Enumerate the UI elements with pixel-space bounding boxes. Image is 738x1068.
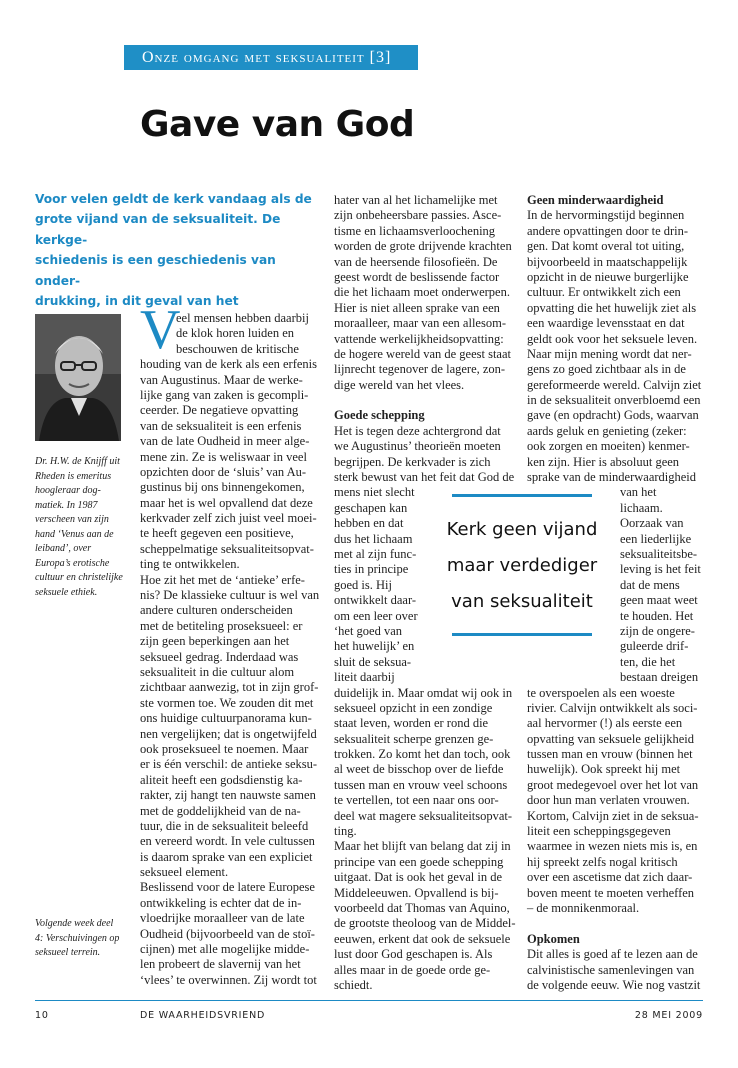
body-line: geschapen kan [334, 500, 408, 515]
body-line: bestaan dreigen [620, 670, 699, 685]
body-line: aliteit heeft een godsdienstig ka- [140, 772, 303, 787]
body-line: zijn de ongere- [620, 623, 695, 638]
body-line: geest wordt de beslissende factor [334, 269, 500, 284]
body-line: tussen man en vrouw veel schoons [334, 777, 508, 792]
body-line: cijnen) met alle mogelijke midde- [140, 942, 310, 957]
section-heading: Opkomen [527, 931, 580, 946]
spacer [527, 916, 709, 931]
body-line: seksualiteitsbe- [620, 546, 698, 561]
body-line: te houden. Het [620, 608, 694, 623]
body-line: voorbeeld dat Thomas van Aquino, [334, 900, 510, 915]
body-line: ken zijn. Hier is absoluut geen [527, 454, 680, 469]
pull-quote [424, 494, 620, 636]
body-line: tuur, die in de seksualiteit beleefd [140, 818, 309, 833]
body-line: worden de grote drijvende krachten [334, 239, 512, 254]
body-line: cultuur. Er ontwikkelt zich een [527, 285, 681, 300]
pull-quote-rule [452, 633, 592, 636]
body-line: liteit een scheppingsgegeven [527, 824, 671, 839]
body-line: tussen man en vrouw (binnen het [527, 747, 693, 762]
body-line: ceerder. De negatieve opvatting [140, 403, 299, 418]
body-line: geen maat weet [620, 593, 698, 608]
body-line: we Augustinus’ theorieën moeten [334, 439, 501, 454]
body-line: al weet de bisschop over de liefde [334, 762, 504, 777]
body-line: zichtbaar aanwezig, tot in zijn grof- [140, 680, 319, 695]
body-line: seksualiteit in die cultuur alom [140, 664, 295, 679]
caption-line: 4: Verschuivingen op [35, 932, 120, 944]
body-line: beschouwen de kritische [176, 341, 299, 356]
body-line: de volgende eeuw. Wie nog vastzit [527, 977, 701, 992]
pull-quote-rule [452, 494, 592, 497]
body-line: moraalleer, maar van een allesom- [334, 316, 506, 331]
caption-line: Volgende week deel [35, 918, 114, 929]
body-line: eel mensen hebben daarbij [176, 311, 309, 325]
body-line: Naar mijn mening wordt dat ner- [527, 346, 692, 361]
caption-line: verscheen van zijn [35, 514, 109, 525]
body-line: lichaam. [620, 500, 663, 515]
body-line: waarmee in wezen niets mis is, en [527, 839, 698, 854]
body-line: Hoe zit het met de ‘antieke’ erfe- [140, 572, 305, 587]
body-line: Oorzaak van [620, 516, 684, 531]
body-line: groot medegevoel over het lot van [527, 777, 699, 792]
body-line: rakter, zij hangt ten nauwste samen [140, 788, 316, 803]
body-line: Het is tegen deze achtergrond dat [334, 423, 501, 438]
body-line: sluit de seksua- [334, 654, 412, 669]
body-line: van de seksualiteit is een erfenis [140, 418, 302, 433]
body-line: opvatting van seksuele gelijkheid [527, 731, 694, 746]
caption-line: seksueel terrein. [35, 947, 101, 958]
body-line: ‘vlees’ te overwinnen. Zij wordt tot [140, 972, 317, 987]
body-line: Maar het blijft van belang dat zij in [334, 839, 511, 854]
caption-line: Rheden is emeritus [35, 470, 112, 482]
body-line: nen vergelijken; dat is ongetwijfeld [140, 726, 317, 741]
body-line: gave (en opdracht) Gods, waarvan [527, 408, 699, 423]
caption-line: seksuele ethiek. [35, 586, 98, 598]
body-line: liteit daarbij [334, 670, 395, 685]
body-line: geldt ook voor het seksuele leven. [527, 331, 698, 346]
body-line: boven meent te moeten verheffen [527, 885, 695, 900]
body-line: gens zo goed zichtbaar als in de [527, 362, 686, 377]
body-line: er is één verschil: de antieke seksu- [140, 757, 318, 772]
body-line: andere opvattingen door te drin- [527, 223, 689, 238]
body-line: dat de mens [620, 577, 680, 592]
next-week-caption [35, 917, 125, 961]
body-line: mens niet slecht [334, 485, 415, 500]
body-line: deel wat magere seksualiteitsopvat- [334, 808, 513, 823]
body-line: nis? De klassieke cultuur is wel van [140, 588, 320, 603]
body-line: ontwikkeling is echter dat de in- [140, 895, 302, 910]
caption-line: cultuur en christelijke [35, 572, 123, 583]
pull-quote-line: van seksualiteit [451, 591, 593, 612]
body-line: met de betiteling proseksueel: er [140, 618, 303, 633]
lead-line: drukking, in dit geval van het [35, 294, 239, 309]
body-line: kerkvader zelf zich juist veel moei- [140, 511, 317, 526]
body-line: zijn onbeheersbare passies. Asce- [334, 208, 502, 223]
author-portrait-icon [35, 314, 121, 441]
body-line: de grootste theoloog van de Middel- [334, 916, 516, 931]
body-line: dus het lichaam [334, 531, 413, 546]
body-line: len probeert de slavernij van het [140, 957, 301, 972]
body-line: in de seksualiteit onverbloemd een [527, 393, 701, 408]
body-line: In de hervormingstijd beginnen [527, 208, 685, 223]
footer-rule [35, 1000, 703, 1001]
body-line: houding van de kerk als een erfenis [140, 357, 318, 372]
body-line: goed is. Hij [334, 577, 392, 592]
body-line: uitgaat. Dat is ook het geval in de [334, 870, 503, 885]
body-line: begrijpen. De kerkvader is zich [334, 454, 491, 469]
body-line: Oudheid (bijvoorbeeld van de stoï- [140, 926, 315, 941]
body-line: gen. Dat komt overal tot uiting, [527, 239, 685, 254]
body-line: lijnrecht tegenover de lagere, zon- [334, 362, 506, 377]
body-line: over een ascetisme dat zich daar- [527, 870, 693, 885]
body-line: ons huidige cultuurpanorama kun- [140, 711, 312, 726]
body-line: de klok horen luiden en [176, 326, 295, 341]
article-title: Gave van God [140, 104, 415, 145]
body-line: van het [620, 485, 657, 500]
lead-line: grote vijand van de seksualiteit. De kerkge- [35, 212, 281, 247]
body-line: Middeleeuwen. Opvallend is bij- [334, 885, 499, 900]
body-line: ook proseksueel te noemen. Maar [140, 741, 309, 756]
body-line: sprake van de minderwaardigheid [527, 470, 697, 485]
body-line: vloedrijke moraalleer van de late [140, 911, 305, 926]
body-line: te heeft gegeven een positieve, [140, 526, 294, 541]
body-line: is daarom sprake van een expliciet [140, 849, 313, 864]
body-line: ties in principe [334, 562, 409, 577]
body-line: van Augustinus. Maar de werke- [140, 372, 303, 387]
body-line: duidelijk in. Maar omdat wij ook in [334, 685, 513, 700]
body-line: – de monnikenmoraal. [527, 900, 640, 915]
body-line: alles maar in de goede orde ge- [334, 962, 491, 977]
publication-name: DE WAARHEIDSVRIEND [140, 1010, 266, 1021]
section-heading: Geen minderwaardigheid [527, 193, 664, 207]
body-line: om een leer over [334, 608, 418, 623]
body-line: het huwelijk’ en [334, 639, 415, 654]
body-line: ‘het goed van [334, 623, 403, 638]
caption-line: Europa’s erotische [35, 557, 110, 569]
body-line: gustinus bij ons binnengekomen, [140, 480, 305, 495]
body-line: seksueel opzicht in een zondige [334, 700, 493, 715]
body-line: staat leven, worden er rond die [334, 716, 489, 731]
issue-date: 28 MEI 2009 [634, 1010, 703, 1021]
body-line: ten, die het [620, 654, 676, 669]
body-line: een liederlijke [620, 531, 692, 546]
body-line: de hogere wereld van de geest staat [334, 346, 512, 361]
pull-quote-line: Kerk geen vijand [446, 519, 598, 540]
body-line: maar het is wel opvallend dat deze [140, 495, 313, 510]
caption-line: Dr. H.W. de Knijff uit [35, 456, 120, 467]
body-line: met de goddelijkheid van de na- [140, 803, 301, 818]
body-line: Kortom, Calvijn ziet in de seksua- [527, 808, 699, 823]
body-line: zijn geen beperkingen aan het [140, 634, 290, 649]
body-line: schiedt. [334, 977, 373, 992]
body-line: van de late Oudheid in meer alge- [140, 434, 310, 449]
body-line: leving is het feit [620, 562, 701, 577]
body-line: hij spreekt zelfs nogal kritisch [527, 854, 678, 869]
body-column-1 [140, 311, 322, 988]
body-line: Dit alles is goed af te lezen aan de [527, 947, 698, 962]
body-line: scheppelmatige seksualiteitsopvat- [140, 541, 314, 556]
body-line: opzicht in de nieuwe burgerlijke [527, 269, 689, 284]
body-line: bijvoorbeeld in maatschappelijk [527, 254, 688, 269]
body-line: seksualiteit scherpe grenzen ge- [334, 731, 494, 746]
body-line: Beslissend voor de latere Europese [140, 880, 315, 895]
series-banner [124, 45, 418, 70]
body-line: en vereerd wordt. In vele cultussen [140, 834, 315, 849]
body-line: aards geluk en genieting (zeker: [527, 423, 687, 438]
pull-quote-line: maar verdediger [446, 555, 598, 576]
body-line: vattende werkelijkheidsopvatting: [334, 331, 504, 346]
author-photo [35, 314, 121, 441]
body-line: seksueel element. [140, 865, 229, 880]
body-line: te vertellen, tot een naar ons oor- [334, 793, 499, 808]
body-line: trokken. Zo komt het dan toch, ook [334, 747, 511, 762]
pull-quote-text [424, 512, 620, 620]
body-line: guleerde drif- [620, 639, 689, 654]
body-line: ste vormen toe. We zouden dit met [140, 695, 314, 710]
caption-line: hoogleraar dog- [35, 485, 101, 496]
drop-cap: V [140, 299, 181, 361]
body-line: huwelijk). Ook spreekt hij met [527, 762, 681, 777]
lead-line: Voor velen geldt de kerk vandaag als de [35, 192, 312, 206]
body-line: dige wereld van het vlees. [334, 377, 465, 392]
body-line: principe van een goede schepping [334, 854, 504, 869]
body-line: van de heersende filosofieën. De [334, 254, 498, 269]
body-line: ting te ontwikkelen. [140, 557, 240, 572]
body-line: gereformeerde wereld. Calvijn ziet [527, 377, 702, 392]
caption-line: matiek. In 1987 [35, 499, 98, 511]
body-line: die het lichaam moet onderwerpen. [334, 285, 510, 300]
body-line: andere culturen onderscheiden [140, 603, 293, 618]
body-line: sterk bewust van het feit dat God de [334, 470, 515, 485]
body-line: te overspoelen als een woeste [527, 685, 675, 700]
body-line: ook zorgen en moeiten) kenmer- [527, 439, 690, 454]
series-title: Onze omgang met seksualiteit [3] [142, 49, 392, 66]
body-line: calvinistische samenlevingen van [527, 962, 695, 977]
caption-line: hand ‘Venus aan de [35, 528, 114, 540]
lead-line: schiedenis is een geschiedenis van onder- [35, 253, 276, 288]
body-line: lust door God geschapen is. Als [334, 947, 493, 962]
body-line: aal hervormer (!) als eerste een [527, 716, 683, 731]
body-line: eeuwen, erkent dat ook de seksuele [334, 931, 511, 946]
body-line: hebben en dat [334, 516, 404, 531]
body-line: met al zijn func- [334, 546, 417, 561]
body-line: opvatting die het huwelijk ziet als [527, 300, 697, 315]
body-line: Hier is niet alleen sprake van een [334, 300, 500, 315]
body-line: mene zin. Ze is weliswaar in veel [140, 449, 307, 464]
body-line: een waardige levensstaat en dat [527, 316, 685, 331]
body-line: door hun man verlaten vrouwen. [527, 793, 690, 808]
body-line: lijke gang van zaken is gecompli- [140, 387, 309, 402]
section-heading: Goede schepping [334, 408, 425, 423]
spacer [334, 393, 516, 408]
body-line: tisme en lichaamsverloochening [334, 223, 496, 238]
body-line: ontwikkelt daar- [334, 593, 417, 608]
body-line: ting. [334, 824, 357, 839]
body-line: opzichten door de ‘sluis’ van Au- [140, 464, 307, 479]
author-caption [35, 455, 125, 600]
body-line: hater van al het lichamelijke met [334, 193, 498, 207]
caption-line: leiband’, over [35, 543, 92, 554]
body-line: rivier. Calvijn ontwikkelt als soci- [527, 700, 698, 715]
page-number: 10 [35, 1010, 49, 1021]
body-line: seksueel gedrag. Inderdaad was [140, 649, 299, 664]
